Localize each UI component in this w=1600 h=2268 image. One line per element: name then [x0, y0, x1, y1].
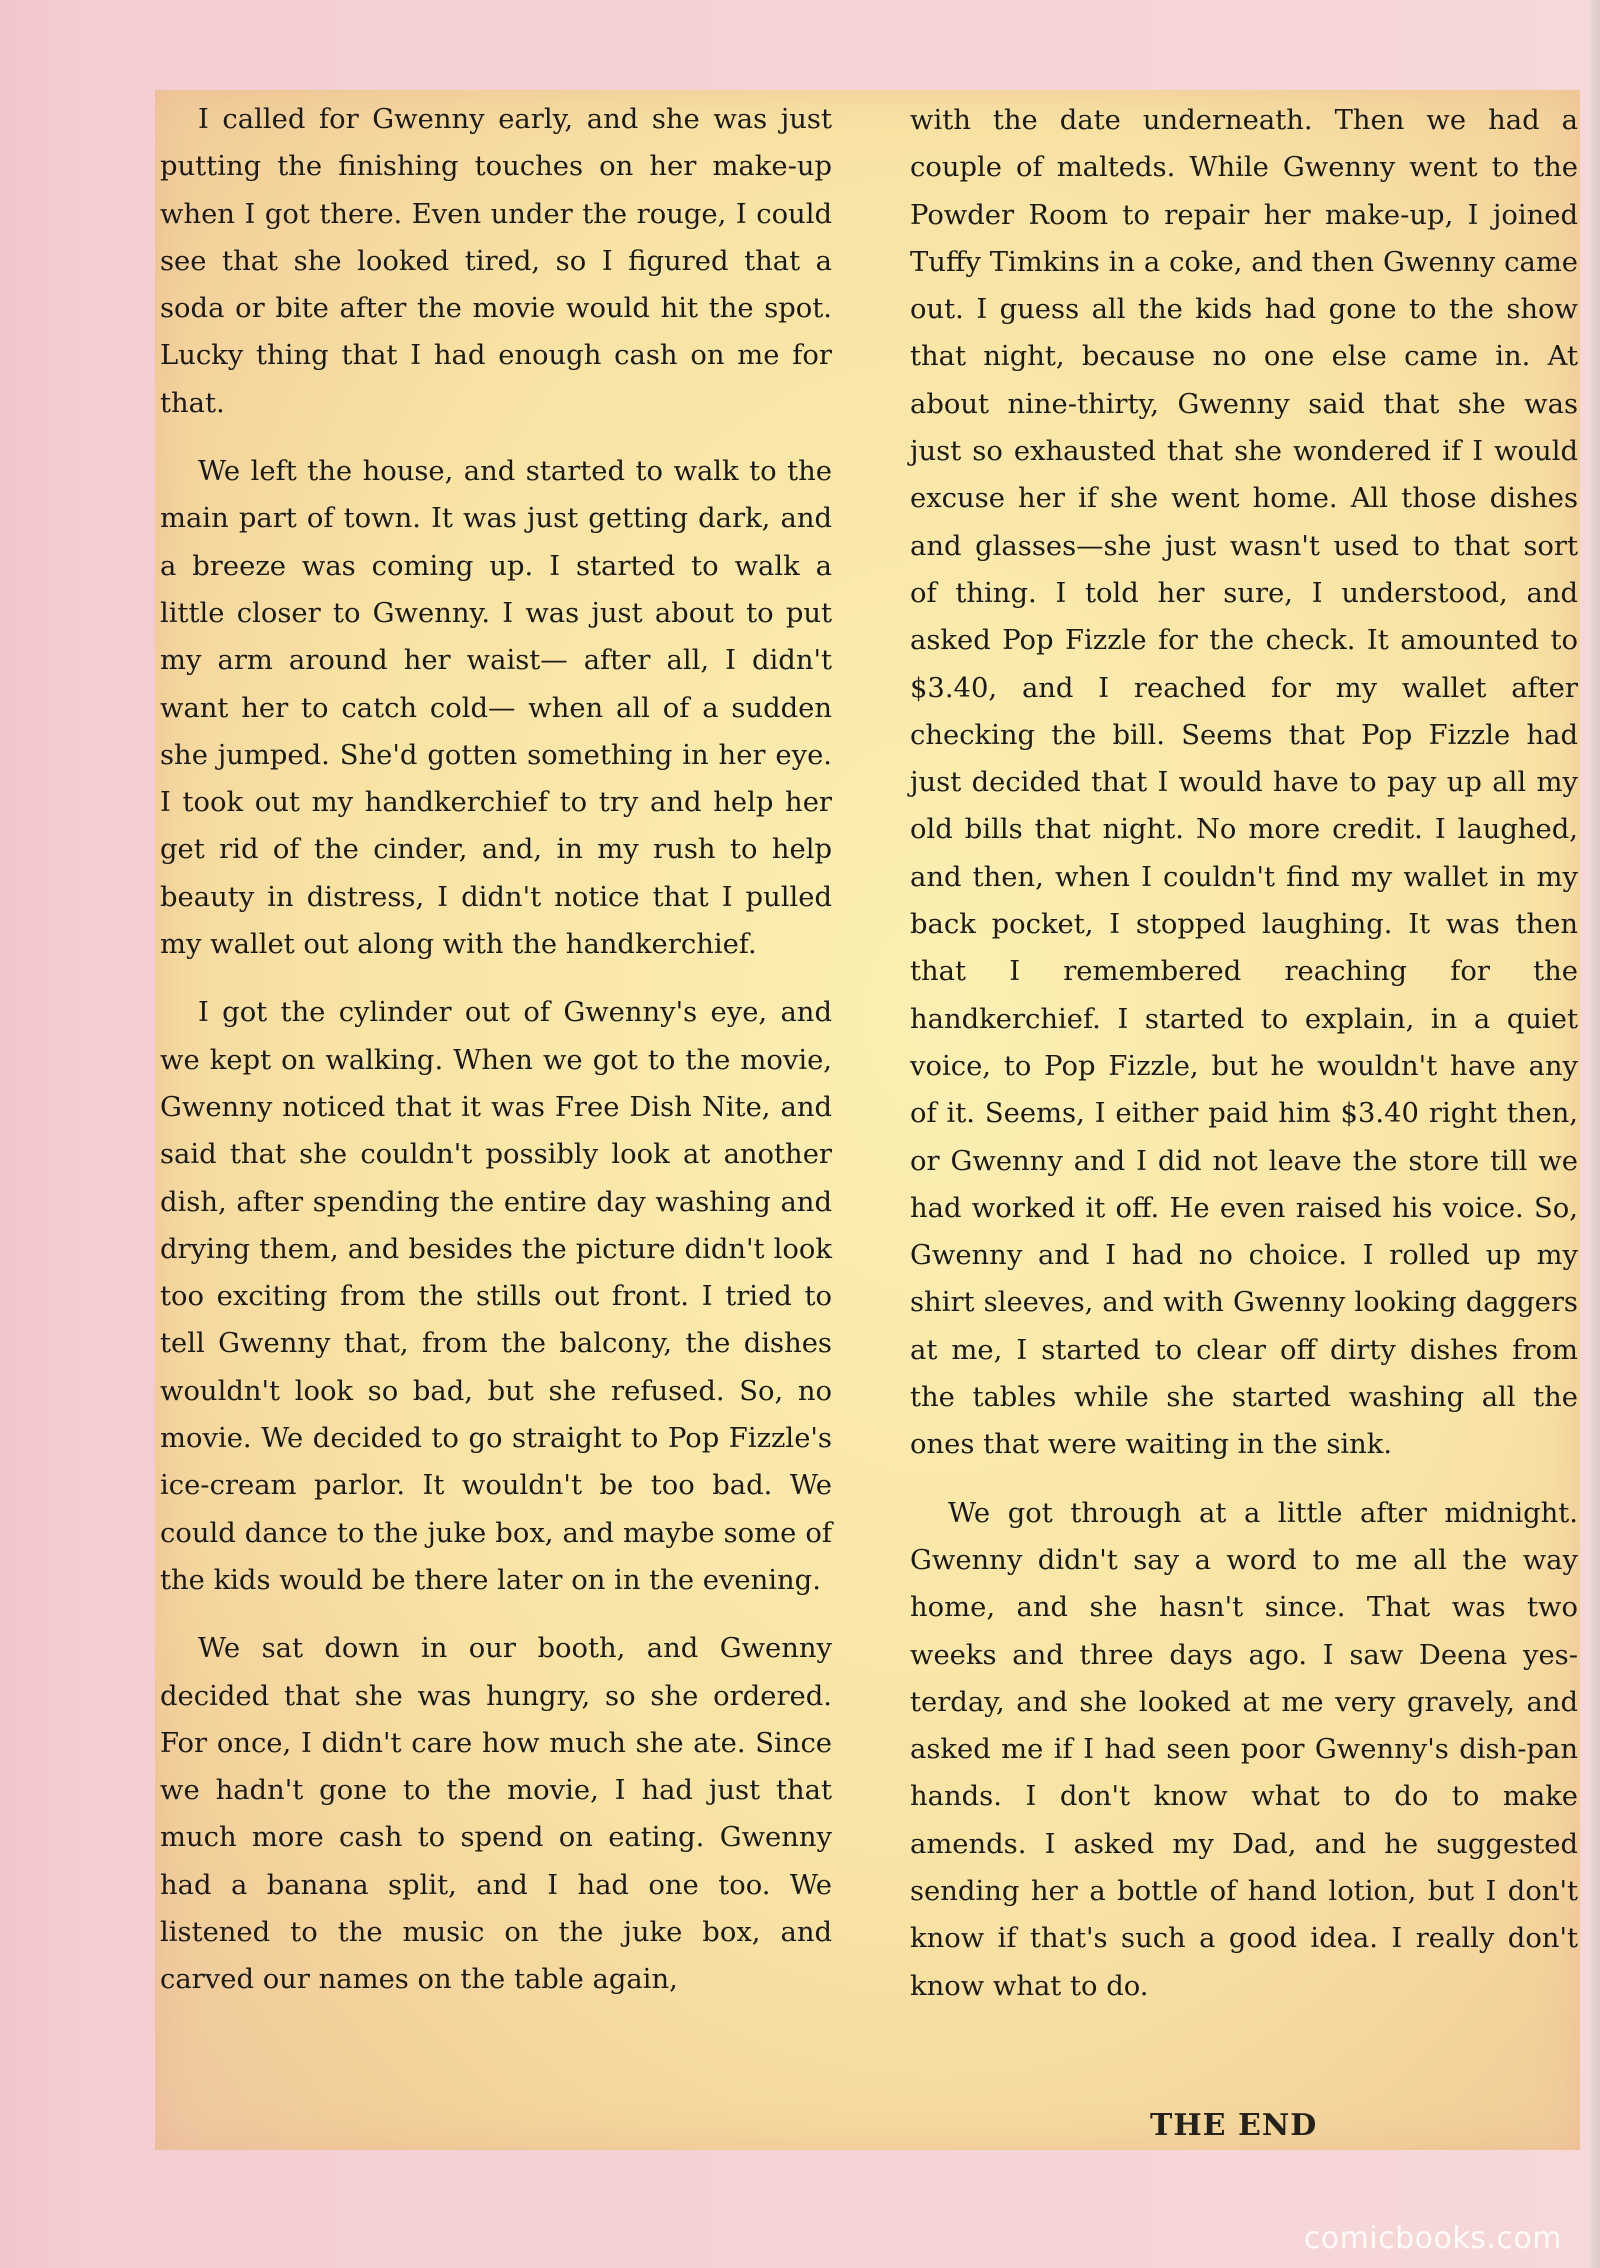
- paragraph: We sat down in our booth, and Gwenny decided that she was hungry, so she ordered. For once, I didn't care how much she ate. Since we hadn't gone to the movie, I had just that much more cash to spend on eating. Gwenny had a banana split, and I had one too. We listened to the music on the juke box, and carved our names on the table again,: [160, 1633, 832, 1996]
- paragraph-continued: with the date underneath. Then we had a couple of malteds. While Gwenny went to the Powder Room to repair her make-up, I joined Tuffy Timkins in a coke, and then Gwenny came out. I guess all the kids had gone to the show that night, because no one else came in. At about nine-thirty, Gwenny said that she was just so exhausted that she wondered if I would excuse her if she went home. All those dishes and glasses—she just wasn't used to that sort of thing. I told her sure, I understood, and asked Pop Fizzle for the check. It amounted to $3.40, and I reached for my wallet after checking the bill. Seems that Pop Fizzle had just decided that I would have to pay up all my old bills that night. No more credit. I laughed, and then, when I couldn't find my wallet in my back pocket, I stopped laughing. It was then that I remembered reaching for the handkerchief. I started to explain, in a quiet voice, to Pop Fizzle, but he wouldn't have any of it. Seems, I either paid him $3.40 right then, or Gwenny and I did not leave the store till we had worked it off. He even raised his voice. So, Gwenny and I had no choice. I rolled up my shirt sleeves, and with Gwenny looking daggers at me, I started to clear off dirty dishes from the tables while she started washing all the ones that were waiting in the sink.: [910, 105, 1578, 1461]
- paragraph: We got through at a little after midnight. Gwenny didn't say a word to me all the way home, and she hasn't since. That was two weeks and three days ago. I saw Deena yesterday, and she looked at me very gravely, and asked me if I had seen poor Gwenny's dish-pan hands. I don't know what to do to make amends. I asked my Dad, and he suggested sending her a bottle of hand lotion, but I don't know if that's such a good idea. I really don't know what to do.: [910, 1497, 1578, 2002]
- paragraph: We left the house, and started to walk to the main part of town. It was just getting dark, and a breeze was coming up. I started to walk a little closer to Gwenny. I was just about to put my arm around her waist— after all, I didn't want her to catch cold— when all of a sudden she jumped. She'd gotten something in her eye. I took out my handkerchief to try and help her get rid of the cinder, and, in my rush to help beauty in distress, I didn't notice that I pulled my wallet out along with the handkerchief.: [160, 456, 832, 961]
- the-end-label: THE END: [1150, 2108, 1318, 2143]
- left-text-column: [160, 96, 832, 2025]
- page-edge: [1588, 0, 1600, 2268]
- watermark: comicbooks.com: [1303, 2221, 1562, 2256]
- right-text-column: [910, 97, 1578, 2031]
- paragraph: I called for Gwenny early, and she was just putting the finishing touches on her make-up when I got there. Even under the rouge, I could see that she looked tired, so I figured that a soda or bite after the movie would hit the spot. Lucky thing that I had enough cash on me for that.: [160, 104, 832, 419]
- paragraph: I got the cylinder out of Gwenny's eye, and we kept on walking. When we got to the movie, Gwenny noticed that it was Free Dish Nite, and said that she couldn't possibly look at another dish, after spending the entire day washing and drying them, and besides the picture didn't look too exciting from the stills out front. I tried to tell Gwenny that, from the balcony, the dishes wouldn't look so bad, but she refused. So, no movie. We decided to go straight to Pop Fizzle's ice-cream parlor. It wouldn't be too bad. We could dance to the juke box, and maybe some of the kids would be there later on in the evening.: [160, 997, 832, 1596]
